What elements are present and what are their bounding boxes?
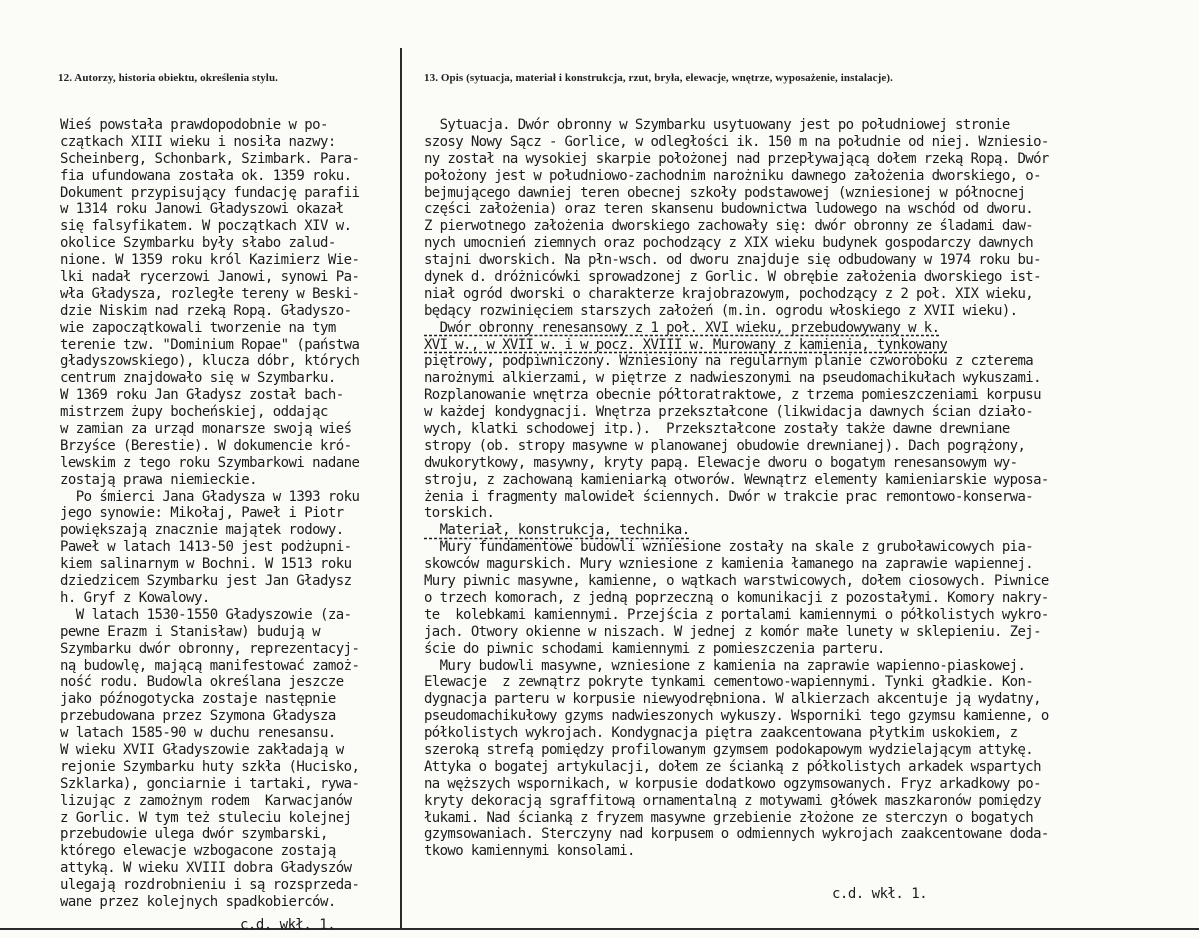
- text-line: wane przez kolejnych spadkobierców.: [60, 893, 336, 910]
- text-line: Materiał, konstrukcja, technika.: [424, 522, 690, 539]
- right-continuation-note: c.d. wkł. 1.: [832, 886, 928, 902]
- text-line: dygnacja parteru w korpusie niewyodrębniona. W alkierzach akcentuje ją wydatny,: [424, 691, 1041, 708]
- text-line: będący rozwinięciem starszych założeń (m.in. ogrodu włoskiego z XVII wieku).: [424, 302, 1018, 319]
- text-line: lki nadał rycerzowi Janowi, synowi Pa-: [60, 269, 360, 286]
- text-line: terenie tzw. "Dominium Ropae" (państwa: [60, 336, 360, 353]
- text-line: Scheinberg, Schonbark, Szimbark. Para-: [60, 150, 360, 167]
- text-line: Z pierwotnego założenia dworskiego zachowały się: dwór obronny ze śladami daw-: [424, 218, 1034, 235]
- text-line: w 1314 roku Janowi Gładyszowi okazał: [60, 201, 344, 218]
- text-line: ną budowlę, mającą manifestować zamoż-: [60, 657, 360, 674]
- text-line: dzie Niskim nad rzeką Ropą. Gładyszo-: [60, 302, 352, 319]
- text-line: Wieś powstała prawdopodobnie w po-: [60, 117, 328, 133]
- text-line: przebudowie ulega dwór szymbarski,: [60, 826, 328, 843]
- column-divider: [400, 48, 402, 930]
- text-line: W wieku XVII Gładyszowie zakładają w: [60, 741, 344, 758]
- text-line: skowców magurskich. Mury wzniesione z kamienia łamanego na zaprawie wapiennej.: [424, 556, 1034, 573]
- text-line: dziedzicem Szymbarku jest Jan Gładysz: [60, 573, 352, 590]
- text-line: którego elewacje wzbogacone zostają: [60, 843, 336, 860]
- section-13-header: [424, 72, 893, 84]
- text-line: rejonie Szymbarku huty szkła (Hucisko,: [60, 758, 360, 775]
- text-line: Paweł w latach 1413-50 jest podżupni-: [60, 539, 352, 556]
- text-line: Rozplanowanie wnętrza obecnie półtoratraktowe, z trzema pomieszczeniami korpusu: [424, 387, 1041, 404]
- text-line: przebudowana przez Szymona Gładysza: [60, 708, 336, 725]
- text-line: kryty dekoracją sgraffitową ornamentalną z motywami główek maszkaronów pomiędzy: [424, 792, 1041, 809]
- text-line: Dokument przypisujący fundację parafii: [60, 184, 360, 201]
- text-line: Brzyśce (Berestie). W dokumencie kró-: [60, 437, 352, 454]
- text-line: tkowo kamiennymi konsolami.: [424, 843, 635, 860]
- text-line: w każdej kondygnacji. Wnętrza przekształcone (likwidacja dawnych ścian działo-: [424, 404, 1034, 421]
- text-line: lizując z zamożnym rodem Karwacjanów: [60, 792, 352, 809]
- text-line: szosy Nowy Sącz - Gorlice, w odległości ik. 150 m na południe od niej. Wzniesio-: [424, 133, 1049, 150]
- text-line: Szymbarku dwór obronny, reprezentacyj-: [60, 640, 360, 657]
- text-line: lewskim z tego roku Szymbarkowi nadane: [60, 454, 360, 471]
- text-line: gładyszowskiego), klucza dóbr, których: [60, 353, 360, 370]
- description-text-column: [424, 117, 1194, 860]
- text-line: XVI w., w XVII w. i w pocz. XVIII w. Murowany z kamienia, tynkowany: [424, 336, 948, 353]
- text-line: czątkach XIII wieku i nosiła nazwy:: [60, 133, 336, 150]
- text-line: Mury fundamentowe budowli wzniesione zostały na skale z gruboławicowych pia-: [424, 539, 1034, 556]
- text-line: nych umocnień ziemnych oraz pochodzący z XIX wieku budynek gospodarczy dawnych: [424, 235, 1034, 252]
- text-line: torskich.: [424, 505, 495, 522]
- text-line: kiem salinarnym w Bochni. W 1513 roku: [60, 556, 352, 573]
- text-line: attyką. W wieku XVIII dobra Gładyszów: [60, 860, 352, 877]
- text-line: ście do piwnic schodami kamiennymi z pomieszczenia parteru.: [424, 640, 885, 657]
- text-line: stajni dworskich. Na płn-wsch. od dworu znajduje się odbudowany w 1974 roku bu-: [424, 252, 1041, 269]
- text-line: gzymsowaniach. Sterczyny nad korpusem o odmiennych wykrojach zaakcentowane doda-: [424, 826, 1049, 843]
- left-continuation-note: c.d. wkł. 1.: [240, 917, 336, 933]
- text-line: powiększają znacznie majątek rodowy.: [60, 522, 344, 539]
- text-line: mistrzem żupy bocheńskiej, oddając: [60, 404, 328, 421]
- text-line: ulegają rozdrobnieniu i są rozsprzeda-: [60, 877, 360, 894]
- bottom-rule: [0, 928, 1199, 930]
- text-line: W 1369 roku Jan Gładysz został bach-: [60, 387, 344, 404]
- text-line: Elewacje z zewnątrz pokryte tynkami cementowo-wapiennymi. Tynki gładkie. Kon-: [424, 674, 1034, 691]
- text-line: się falsyfikatem. W początkach XIV w.: [60, 218, 352, 235]
- text-line: stroju, z zachowaną kamieniarką otworów. Wewnątrz elementy kamieniarskie wyposa-: [424, 471, 1049, 488]
- text-line: na węższych wspornikach, w korpusie dodatkowo ogzymsowanych. Fryz arkadkowy po-: [424, 775, 1041, 792]
- text-line: z Gorlic. W tym też stuleciu kolejnej: [60, 809, 352, 826]
- text-line: stropy (ob. stropy masywne w planowanej obudowie drewnianej). Dach pogrążony,: [424, 437, 1026, 454]
- text-line: centrum znajdowało się w Szymbarku.: [60, 370, 336, 387]
- text-line: narożnymi alkierzami, w piętrze z nadwieszonymi na pseudomachikułach wykuszami.: [424, 370, 1041, 387]
- text-line: h. Gryf z Kowalowy.: [60, 589, 210, 606]
- history-text-column: [60, 117, 400, 911]
- text-line: Szklarka), gonciarnie i tartaki, rywa-: [60, 775, 360, 792]
- text-line: Mury budowli masywne, wzniesione z kamienia na zaprawie wapienno-piaskowej.: [424, 657, 1026, 674]
- text-line: okolice Szymbarku były słabo zalud-: [60, 235, 336, 252]
- section-13-subtitle: (sytuacja, materiał i konstrukcja, rzut, bryła, elewacje, wnętrze, wyposażenie, instalacje).: [466, 72, 893, 84]
- text-line: niał ogród dworski o charakterze krajobrazowym, pochodzący z 2 poł. XIX wieku,: [424, 285, 1034, 302]
- text-line: Mury piwnic masywne, kamienne, o wątkach warstwicowych, dołem ciosowych. Piwnice: [424, 573, 1049, 590]
- text-line: części założenia) oraz teren skansenu budownictwa ludowego na wschód od dworu.: [424, 201, 1034, 218]
- text-line: pseudomachikułowy gzyms nadwieszonych wykuszy. Wsporniki tego gzymsu kamienne, o: [424, 708, 1049, 725]
- section-12-header: 12. Autorzy, historia obiektu, określenia stylu.: [58, 72, 279, 84]
- text-line: zostają prawa niemieckie.: [60, 471, 257, 488]
- text-line: półkolistych wykrojach. Kondygnacja piętra zaakcentowana płytkim uskokiem, z: [424, 725, 1018, 742]
- text-line: w latach 1585-90 w duchu renesansu.: [60, 725, 336, 742]
- text-line: wła Gładysza, rozległe tereny w Beski-: [60, 285, 360, 302]
- text-line: fia ufundowana została ok. 1359 roku.: [60, 167, 352, 184]
- text-line: położony jest w południowo-zachodnim narożniku dawnego założenia dworskiego, o-: [424, 167, 1041, 184]
- text-line: dwukorytkowy, masywny, kryty papą. Elewacje dworu o bogatym renesansowym wy-: [424, 454, 1018, 471]
- text-line: o trzech komorach, z jedną poprzeczną o komunikacji z pozostałymi. Komory nakry-: [424, 589, 1049, 606]
- text-line: jego synowie: Mikołaj, Paweł i Piotr: [60, 505, 344, 522]
- text-line: Dwór obronny renesansowy z 1 poł. XVI wieku, przebudowywany w k.: [424, 319, 940, 336]
- text-line: Attyka o bogatej artykulacji, dołem ze ścianką z półkolistych arkadek wspartych: [424, 758, 1041, 775]
- text-line: żenia i fragmenty malowideł ściennych. Dwór w trakcie prac remontowo-konserwa-: [424, 488, 1034, 505]
- text-line: bejmującego dawniej teren obecnej szkoły podstawowej (wzniesionej w północnej: [424, 184, 1026, 201]
- text-line: łukami. Nad ścianką z fryzem masywne grzebienie złożone ze sterczyn o bogatych: [424, 809, 1034, 826]
- text-line: w zamian za urząd monarsze swoją wieś: [60, 421, 352, 438]
- text-line: ność rodu. Budowla określana jeszcze: [60, 674, 344, 691]
- text-line: te kolebkami kamiennymi. Przejścia z portalami kamiennymi o półkolistych wykro-: [424, 606, 1049, 623]
- text-line: jach. Otwory okienne w niszach. W jednej z komór małe lunety w sklepieniu. Zej-: [424, 623, 1041, 640]
- text-line: Po śmierci Jana Gładysza w 1393 roku: [60, 488, 360, 505]
- text-line: Sytuacja. Dwór obronny w Szymbarku usytuowany jest po południowej stronie: [424, 117, 1010, 133]
- text-line: piętrowy, podpiwniczony. Wzniesiony na regularnym planie czworoboku z czterema: [424, 353, 1034, 370]
- text-line: nione. W 1359 roku król Kazimierz Wie-: [60, 252, 360, 269]
- text-line: dynek d. dróżnicówki sprowadzonej z Gorlic. W obrębie założenia dworskiego ist-: [424, 269, 1041, 286]
- text-line: ny został na wysokiej skarpie położonej nad przepływającą dołem rzeką Ropą. Dwór: [424, 150, 1049, 167]
- text-line: wych, klatki schodowej itp.). Przekształcone zostały także dawne drewniane: [424, 421, 1010, 438]
- text-line: pewne Erazm i Stanisław) budują w: [60, 623, 320, 640]
- text-line: jako późnogotycka zostaje następnie: [60, 691, 336, 708]
- text-line: szeroką strefą pomiędzy profilowanym gzymsem podokapowym wydzielającym attykę.: [424, 741, 1034, 758]
- text-line: W latach 1530-1550 Gładyszowie (za-: [60, 606, 352, 623]
- section-13-title: 13. Opis: [424, 72, 464, 84]
- text-line: wie zapoczątkowali tworzenie na tym: [60, 319, 336, 336]
